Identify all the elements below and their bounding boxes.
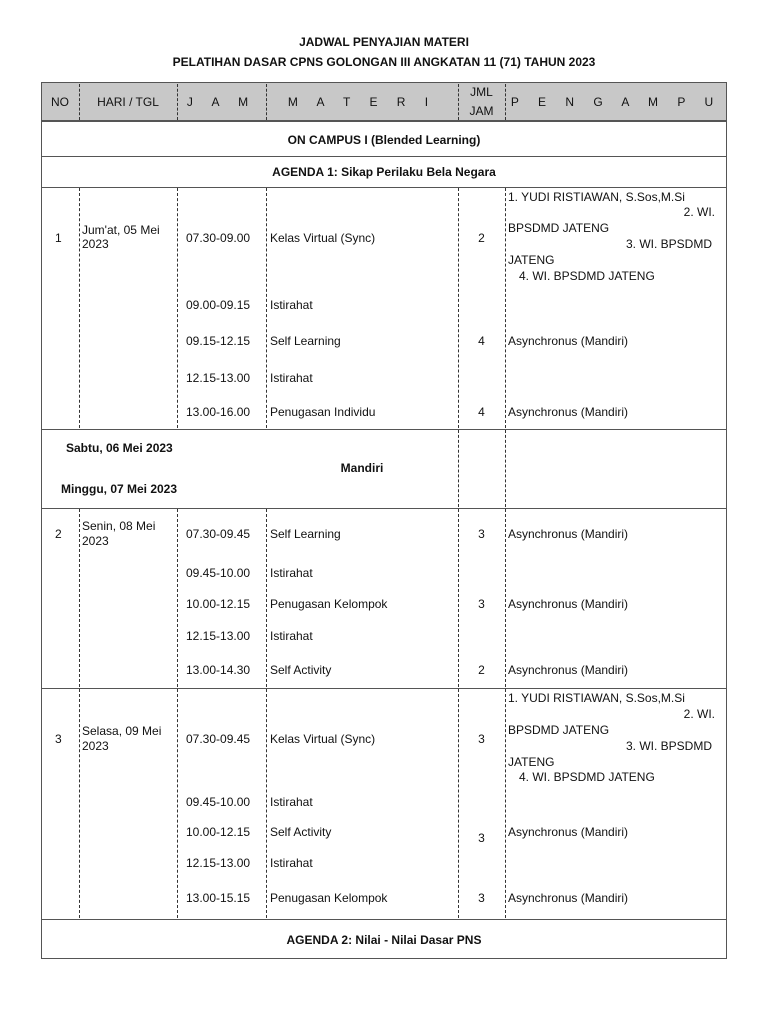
column-divider [177,188,178,428]
materi: Self Activity [270,663,332,677]
jml-jam: 3 [478,597,485,611]
pengampu-line: 4. WI. BPSDMD JATENG [519,269,655,283]
header-materi: M A T E R I [287,95,437,109]
pengampu-line: 3. WI. BPSDMD [625,739,712,753]
agenda-2-title: AGENDA 2: Nilai - Nilai Dasar PNS [286,933,482,947]
pengampu: Asynchronus (Mandiri) [508,405,629,419]
column-divider [505,509,506,687]
pengampu: Asynchronus (Mandiri) [508,334,629,348]
row-no: 3 [55,732,62,746]
header-pengampu: P E N G A M P U [510,95,722,109]
jml-jam: 3 [478,732,485,746]
row-date-year: 2023 [82,739,109,753]
materi: Istirahat [270,795,313,809]
pengampu-line: JATENG [508,253,555,267]
row-divider [41,508,727,509]
column-divider [79,188,80,428]
time-slot: 09.45-10.00 [186,795,251,809]
column-divider [505,689,506,918]
header-jam-unit: JAM [469,104,494,118]
row-date: Jum'at, 05 Mei [82,223,160,237]
pengampu-line: 2. WI. [683,205,715,219]
header-jam: J A M [186,95,257,109]
materi: Istirahat [270,298,313,312]
jml-jam: 4 [478,334,485,348]
time-slot: 07.30-09.45 [186,732,251,746]
column-divider [266,188,267,428]
materi: Kelas Virtual (Sync) [270,732,376,746]
materi: Istirahat [270,371,313,385]
materi: Istirahat [270,856,313,870]
row-divider [41,156,727,157]
pengampu-line: 4. WI. BPSDMD JATENG [519,770,655,784]
time-slot: 07.30-09.00 [186,231,251,245]
time-slot: 09.45-10.00 [186,566,251,580]
time-slot: 10.00-12.15 [186,825,251,839]
materi: Istirahat [270,629,313,643]
materi: Penugasan Kelompok [270,597,388,611]
column-divider [177,509,178,687]
row-no: 1 [55,231,62,245]
row-divider [41,688,727,689]
jml-jam: 4 [478,405,485,419]
pengampu-line: 3. WI. BPSDMD [625,237,712,251]
time-slot: 12.15-13.00 [186,856,251,870]
header-no: NO [51,95,69,109]
time-slot: 13.00-14.30 [186,663,251,677]
column-divider [505,430,506,507]
pengampu: Asynchronus (Mandiri) [508,825,629,839]
row-date: Selasa, 09 Mei [82,724,162,738]
document-title: JADWAL PENYAJIAN MATERI [299,35,469,49]
materi: Self Learning [270,334,341,348]
pengampu: Asynchronus (Mandiri) [508,663,629,677]
row-divider [41,187,727,188]
row-divider [41,121,727,122]
column-divider [266,509,267,687]
time-slot: 09.00-09.15 [186,298,251,312]
pengampu-line: JATENG [508,755,555,769]
time-slot: 10.00-12.15 [186,597,251,611]
row-divider [41,429,727,430]
pengampu-line: 2. WI. [683,707,715,721]
row-date-year: 2023 [82,534,109,548]
materi: Penugasan Individu [270,405,376,419]
row-no: 2 [55,527,62,541]
agenda-1-title: AGENDA 1: Sikap Perilaku Bela Negara [272,165,496,179]
row-date-year: 2023 [82,237,109,251]
jml-jam: 2 [478,231,485,245]
materi: Self Activity [270,825,332,839]
materi: Istirahat [270,566,313,580]
jml-jam: 3 [478,891,485,905]
pengampu-line: 1. YUDI RISTIAWAN, S.Sos,M.Si [508,691,685,705]
column-divider [266,689,267,918]
header-hari-tgl: HARI / TGL [97,95,159,109]
header-jml: JML [470,85,493,99]
pengampu: Asynchronus (Mandiri) [508,891,629,905]
jml-jam: 2 [478,663,485,677]
column-divider [458,188,459,428]
time-slot: 07.30-09.45 [186,527,251,541]
jml-jam: 3 [478,527,485,541]
column-divider [458,430,459,507]
column-divider [79,689,80,918]
pengampu-line: BPSDMD JATENG [508,221,610,235]
pengampu-line: BPSDMD JATENG [508,723,610,737]
time-slot: 13.00-16.00 [186,405,251,419]
column-divider [458,689,459,918]
jml-jam: 3 [478,831,485,845]
weekend-saturday: Sabtu, 06 Mei 2023 [66,441,173,455]
pengampu-line: 1. YUDI RISTIAWAN, S.Sos,M.Si [508,190,685,204]
row-date: Senin, 08 Mei [82,519,156,533]
column-divider [505,188,506,428]
column-divider [177,689,178,918]
time-slot: 09.15-12.15 [186,334,251,348]
row-divider [41,919,727,920]
materi: Kelas Virtual (Sync) [270,231,376,245]
weekend-sunday: Minggu, 07 Mei 2023 [61,482,178,496]
pengampu: Asynchronus (Mandiri) [508,527,629,541]
time-slot: 12.15-13.00 [186,629,251,643]
materi: Self Learning [270,527,341,541]
pengampu: Asynchronus (Mandiri) [508,597,629,611]
materi: Penugasan Kelompok [270,891,388,905]
document-subtitle: PELATIHAN DASAR CPNS GOLONGAN III ANGKATAN 11 (71) TAHUN 2023 [172,55,596,69]
time-slot: 13.00-15.15 [186,891,251,905]
column-divider [79,509,80,687]
section-on-campus: ON CAMPUS I (Blended Learning) [287,133,481,147]
weekend-materi: Mandiri [340,461,384,475]
time-slot: 12.15-13.00 [186,371,251,385]
